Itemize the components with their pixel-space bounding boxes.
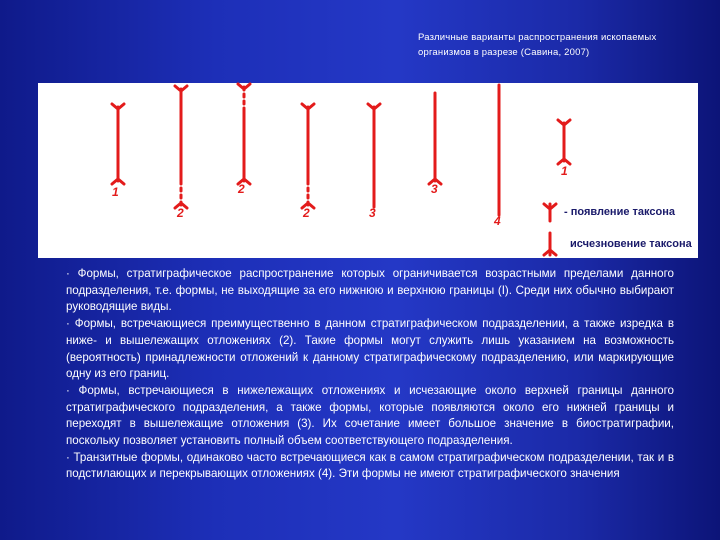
range-line-3b xyxy=(429,93,441,184)
paragraph-4: · Транзитные формы, одинаково часто встречающиеся как в самом стратиграфическом подразделении, так и в подстилающих и перекрывающих отложениях (4). Эти формы не имеют стратиграфического значения xyxy=(66,450,674,481)
paragraph-3: · Формы, встречающиеся в нижележащих отложениях и исчезающие около верхней границы данного стратиграфического подразделения, а также формы, которые появляются около его нижней границы и переходят в вышележащие отложения (3). Их сочетание имеет большое значение в биостратиграфии, поскольку позволяет установить полный объем соответствующего подразделения. xyxy=(66,383,674,448)
line-label-3b: 3 xyxy=(431,182,438,196)
range-diagram-svg xyxy=(38,83,698,283)
paragraph-2: · Формы, встречающиеся преимущественно в данном стратиграфическом подразделении, а также изредка в ниже- и вышележащих отложениях (2). Такие формы могут служить лишь указанием на возможность (вероятность) принадлежности отложений к данному стратиграфическому подразделению, или маркирующие одну из его границ. xyxy=(66,317,674,381)
paragraph-1: · Формы, стратиграфическое распространение которых ограничивается возрастными пределами данного подразделения, т.е. формы, не выходящие за его нижнюю и верхнюю границы (I). Среди них обычно выбирают руководящие виды. xyxy=(66,267,674,314)
line-label-1b: 1 xyxy=(561,164,568,178)
body-text xyxy=(66,266,674,483)
range-line-2c xyxy=(302,104,314,208)
legend-disappearance-label: исчезновение таксона xyxy=(570,238,692,250)
line-label-2c: 2 xyxy=(303,206,310,220)
legend-appearance-label: - появление таксона xyxy=(564,206,675,218)
line-label-2b: 2 xyxy=(238,182,245,196)
line-label-1: 1 xyxy=(112,185,119,199)
legend-disappearance-symbol xyxy=(544,233,556,255)
line-label-4: 4 xyxy=(494,214,501,228)
range-line-1b xyxy=(558,120,570,164)
line-label-2a: 2 xyxy=(177,206,184,220)
range-line-3a xyxy=(368,104,380,207)
line-label-3a: 3 xyxy=(369,206,376,220)
legend-appearance-symbol xyxy=(544,204,556,221)
range-diagram xyxy=(38,83,698,258)
figure-caption: Различные варианты распространения ископаемых организмов в разрезе (Савина, 2007) xyxy=(418,32,657,58)
range-line-1 xyxy=(112,104,124,184)
range-line-2b xyxy=(238,84,250,184)
range-line-2a xyxy=(175,86,187,208)
